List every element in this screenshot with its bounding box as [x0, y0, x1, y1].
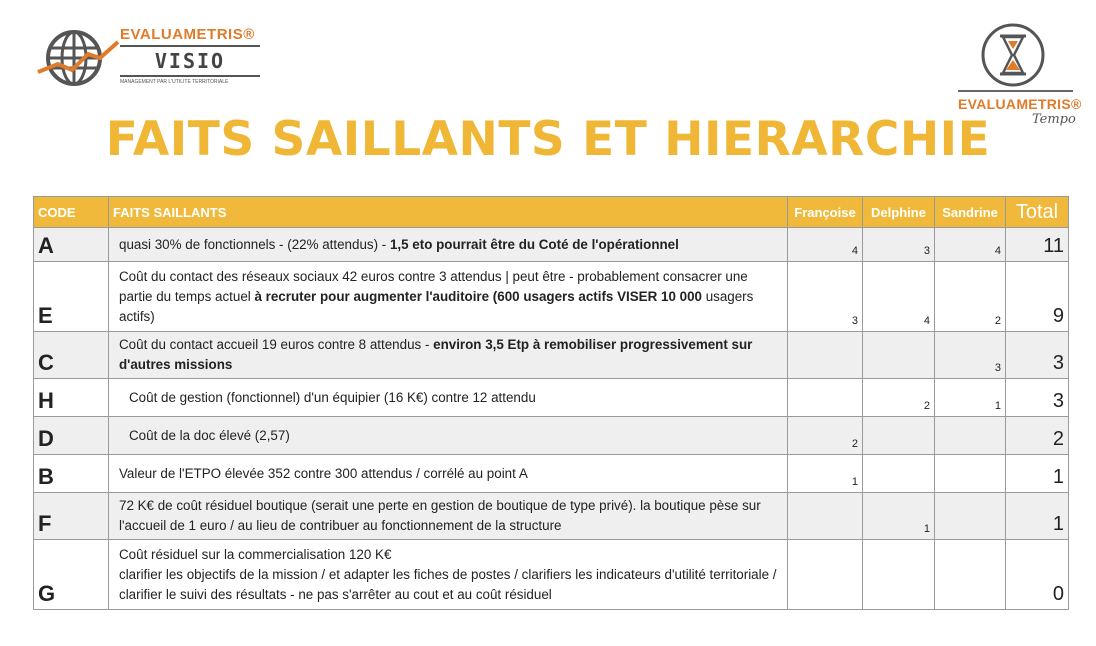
table-row — [34, 417, 1069, 455]
description-text: Coût du contact accueil 19 euros contre 8 attendus - — [119, 337, 434, 352]
score-delphine: 4 — [863, 262, 935, 332]
row-code: D — [34, 417, 109, 455]
score-delphine: 1 — [863, 493, 935, 540]
description-text: Valeur de l'ETPO élevée 352 contre 300 attendus / corrélé au point A — [119, 465, 528, 481]
table-row — [34, 455, 1069, 493]
score-sandrine: 3 — [935, 332, 1006, 379]
score-sandrine — [935, 417, 1006, 455]
score-francoise — [788, 379, 863, 417]
row-description — [109, 262, 788, 332]
table-row — [34, 332, 1069, 379]
row-description — [109, 379, 788, 417]
description-bold-text: environ 3,5 Etp à remobiliser progressivement sur d'autres missions — [119, 337, 753, 372]
description-bold-text: à recruter pour augmenter l'auditoire (600 usagers actifs VISER 10 000 — [254, 288, 702, 304]
score-francoise — [788, 540, 863, 610]
score-francoise — [788, 332, 863, 379]
row-total: 1 — [1006, 455, 1069, 493]
description-bold-text: 1,5 eto pourrait être du Coté de l'opérationnel — [389, 236, 679, 252]
row-description — [109, 228, 788, 262]
row-code: B — [34, 455, 109, 493]
score-delphine — [863, 417, 935, 455]
evaluametris-visio-logo — [36, 22, 266, 94]
logo-tempo-sub: Tempo — [1032, 112, 1076, 127]
header-francoise: Françoise — [788, 197, 863, 228]
score-sandrine — [935, 540, 1006, 610]
table-row — [34, 493, 1069, 540]
header-delphine: Delphine — [863, 197, 935, 228]
table-row — [34, 540, 1069, 610]
description-text: 72 K€ de coût résiduel boutique (serait une perte en gestion de boutique de type privé). la boutique pèse sur l'accueil de 1 euro / au lieu de contribuer au fonctionnement de la structure — [119, 498, 761, 533]
logo-brand-name: EVALUAMETRIS® — [120, 26, 255, 43]
row-total: 3 — [1006, 379, 1069, 417]
row-description — [109, 455, 788, 493]
table-row — [34, 379, 1069, 417]
score-delphine — [863, 455, 935, 493]
score-francoise: 2 — [788, 417, 863, 455]
hourglass-icon — [980, 22, 1046, 88]
score-delphine — [863, 540, 935, 610]
score-francoise: 4 — [788, 228, 863, 262]
score-sandrine: 4 — [935, 228, 1006, 262]
row-description — [109, 493, 788, 540]
score-sandrine: 2 — [935, 262, 1006, 332]
header-code: CODE — [34, 197, 109, 228]
logo-tempo-brand: EVALUAMETRIS® — [958, 96, 1082, 112]
description-text: Coût du contact des réseaux sociaux 42 euros contre 3 attendus | peut être - probablement consacrer une partie du temps actuel — [119, 268, 748, 304]
row-total: 2 — [1006, 417, 1069, 455]
score-delphine: 2 — [863, 379, 935, 417]
row-description — [109, 540, 788, 610]
row-total: 3 — [1006, 332, 1069, 379]
description-text: Coût de gestion (fonctionnel) d'un équipier (16 K€) contre 12 attendu — [129, 389, 536, 405]
description-text: quasi 30% de fonctionnels - (22% attendus) - — [119, 236, 390, 252]
score-delphine — [863, 332, 935, 379]
row-total: 11 — [1006, 228, 1069, 262]
row-code: G — [34, 540, 109, 610]
row-total: 9 — [1006, 262, 1069, 332]
score-delphine: 3 — [863, 228, 935, 262]
description-text: usagers actifs) — [119, 288, 754, 324]
logo-tagline: MANAGEMENT PAR L'UTILITE TERRITORIALE — [120, 79, 229, 85]
faits-saillants-table — [33, 196, 1069, 610]
row-total: 0 — [1006, 540, 1069, 610]
globe-chart-icon — [36, 26, 120, 90]
row-code: H — [34, 379, 109, 417]
score-sandrine — [935, 455, 1006, 493]
logo-product-name: VISIO — [154, 49, 226, 73]
score-sandrine — [935, 493, 1006, 540]
row-description — [109, 417, 788, 455]
table-header-row — [34, 197, 1069, 228]
table-row — [34, 262, 1069, 332]
row-code: F — [34, 493, 109, 540]
header-faits-saillants: FAITS SAILLANTS — [109, 197, 788, 228]
score-francoise — [788, 493, 863, 540]
description-text: Coût résiduel sur la commercialisation 120 K€ — [119, 546, 392, 562]
header-sandrine: Sandrine — [935, 197, 1006, 228]
score-francoise: 3 — [788, 262, 863, 332]
score-sandrine: 1 — [935, 379, 1006, 417]
page-title: FAITS SAILLANTS ET HIERARCHIE — [105, 112, 991, 167]
row-code: E — [34, 262, 109, 332]
row-total: 1 — [1006, 493, 1069, 540]
header-total: Total — [1006, 197, 1069, 228]
row-description — [109, 332, 788, 379]
score-francoise: 1 — [788, 455, 863, 493]
row-code: C — [34, 332, 109, 379]
description-text: Coût de la doc élevé (2,57) — [129, 427, 290, 443]
table-row — [34, 228, 1069, 262]
description-text: clarifier les objectifs de la mission / et adapter les fiches de postes / clarifiers les indicateurs d'utilité territoriale / clarifier le suivi des résultats - ne pas s'arrêter au cout et au coût résiduel — [119, 566, 777, 602]
row-code: A — [34, 228, 109, 262]
